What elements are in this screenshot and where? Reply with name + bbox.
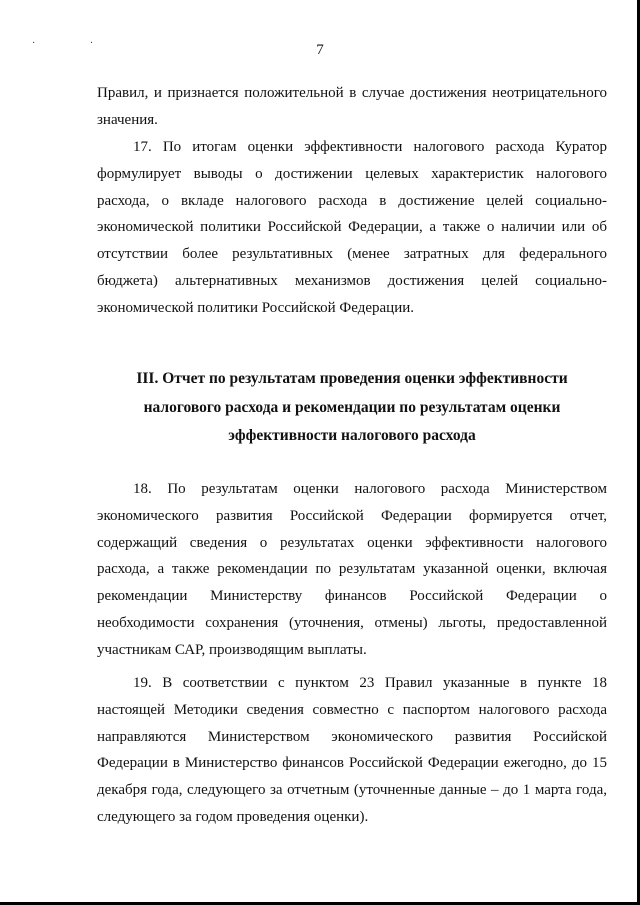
page-number: 7 xyxy=(316,42,324,58)
section-heading xyxy=(97,365,607,451)
section-heading-line-1: III. Отчет по результатам проведения оценки эффективности xyxy=(136,370,568,387)
paragraph-18: 18. По результатам оценки налогового расхода Министерством экономического развития Российской Федерации формируется отчет, содержащий сведения о результатах оценки эффективности налогового расхода, а также рекомендации по результатам указанной оценки, включая рекомендации Министерству финансов Российской Федерации о необходимости сохранения (уточнения, отмены) льготы, предоставленной участникам САР, производящим выплаты. xyxy=(97,481,607,658)
section-heading-line-2: налогового расхода и рекомендации по результатам оценки xyxy=(143,398,561,416)
paragraph-19: 19. В соответствии с пунктом 23 Правил указанные в пункте 18 настоящей Методики сведения совместно с паспортом налогового расхода направляются Министерством экономического развития Российской Федерации в Министерство финансов Российской Федерации ежегодно, до 15 декабря года, следующего за отчетным (уточненные данные – до 1 марта года, следующего за годом проведения оценки). xyxy=(97,675,607,825)
scan-specks-decoration: · · xyxy=(32,38,120,49)
section-heading-line-3: эффективности налогового расхода xyxy=(228,427,476,444)
paragraph-continuation: Правил, и признается положительной в случае достижения неотрицательного значения. xyxy=(97,85,607,128)
paragraph-17: 17. По итогам оценки эффективности налогового расхода Куратор формулирует выводы о достижении целевых характеристик налогового расхода, о вкладе налогового расхода в достижение целей социально-экономической политики Российской Федерации, а также о наличии или об отсутствии более результативных (менее затратных для федерального бюджета) альтернативных механизмов достижения целей социально-экономической политики Российской Федерации. xyxy=(97,139,607,316)
